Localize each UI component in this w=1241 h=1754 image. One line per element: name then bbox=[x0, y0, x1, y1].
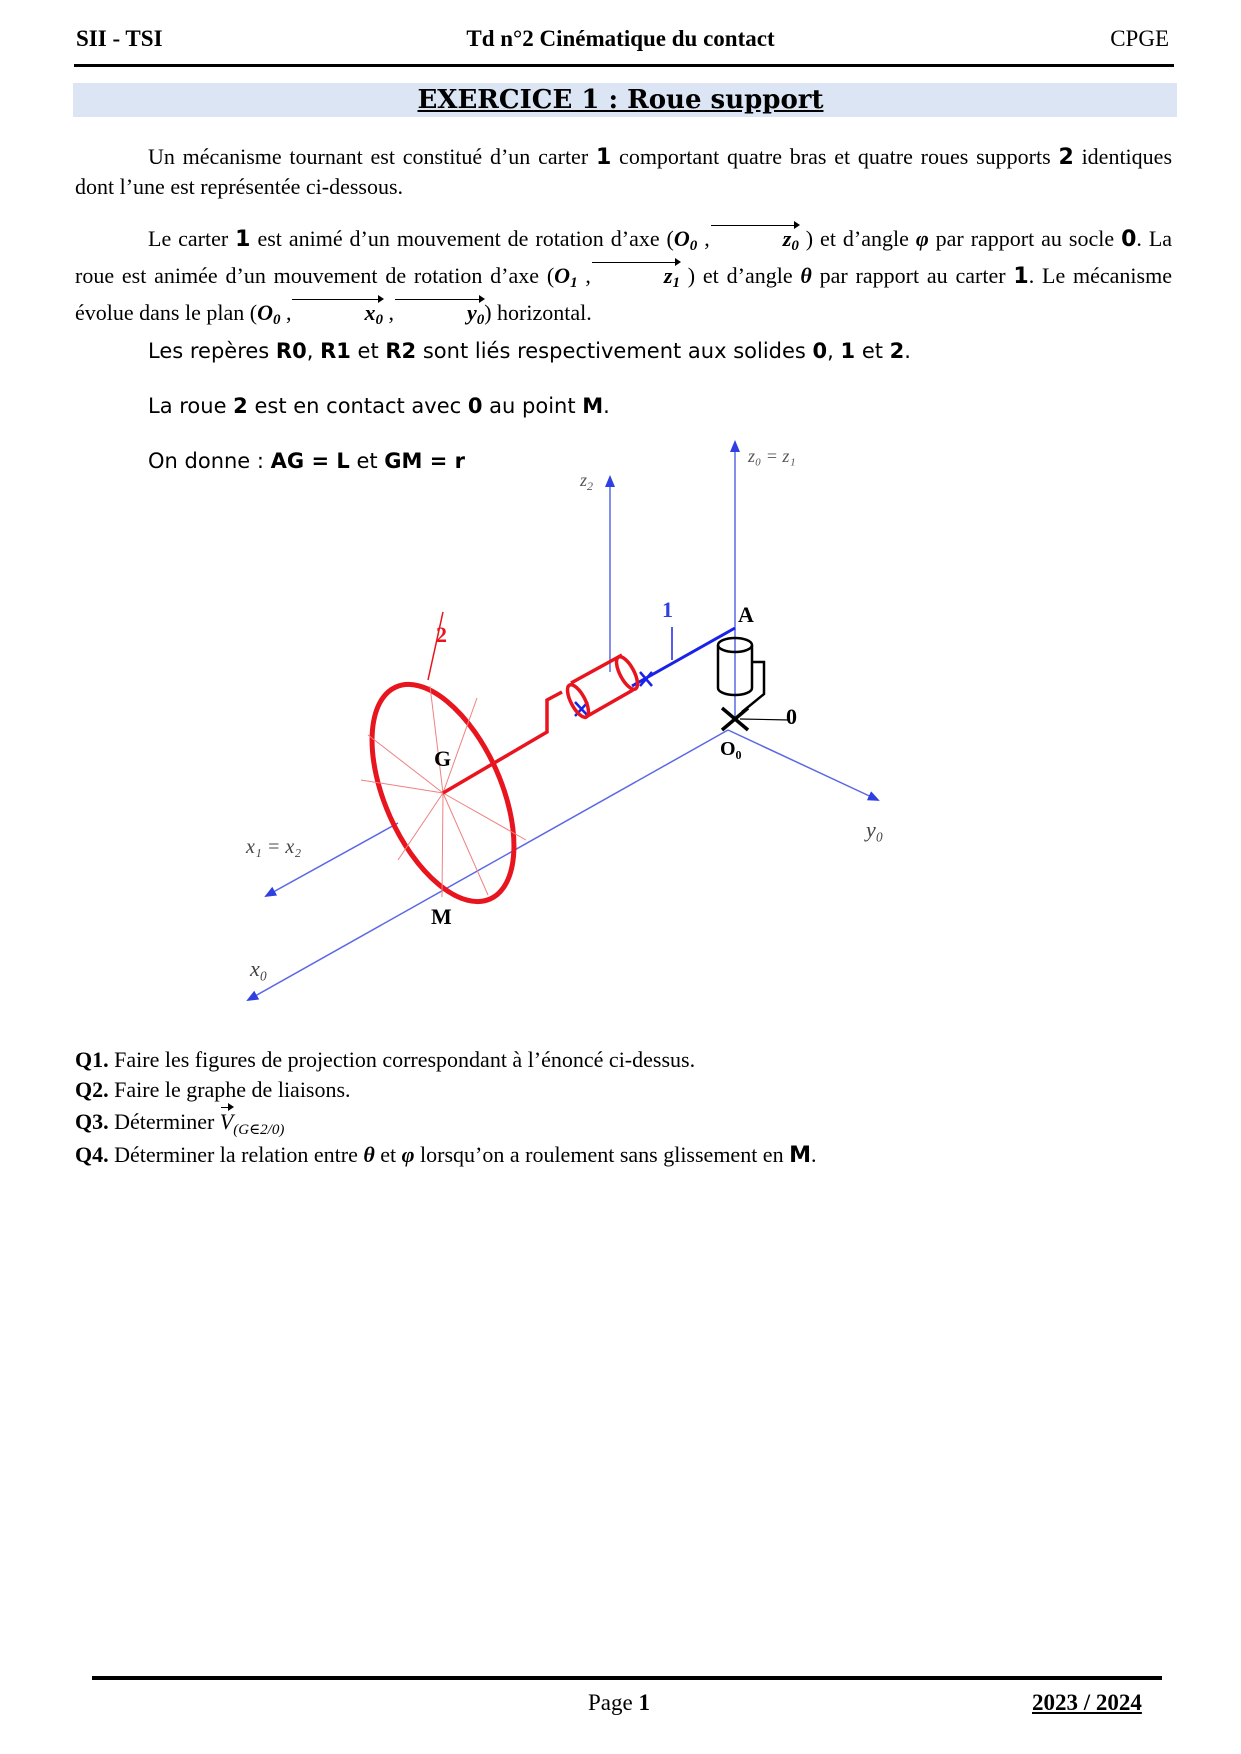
axis-x0 bbox=[248, 730, 728, 1000]
frame-R0: R0 bbox=[275, 339, 307, 363]
point-O0: $O_0$ bbox=[257, 300, 281, 328]
p2-text: ) horizontal. bbox=[484, 300, 592, 325]
paragraph-3: Les repères R0, R1 et R2 sont liés respectivement aux solides 0, 1 et 2. bbox=[148, 339, 911, 363]
p2-solid: 1 bbox=[235, 227, 251, 252]
point-M: M bbox=[582, 394, 604, 418]
frame-R1: R1 bbox=[320, 339, 351, 363]
vector-x0: $x_0$ bbox=[291, 298, 383, 335]
label-G: G bbox=[434, 746, 452, 771]
point-O0: $O_0$ bbox=[673, 226, 698, 254]
p2-solid: 1 bbox=[1013, 264, 1029, 289]
question-1: Q1. Faire les figures de projection correspondant à l’énoncé ci-dessus. bbox=[75, 1047, 696, 1072]
label-0: 0 bbox=[786, 704, 797, 729]
comma: , bbox=[280, 300, 292, 325]
angle-theta: θ bbox=[800, 263, 812, 288]
p2-text: . La roue est animée d’un mouvement de rotation d’axe ( bbox=[75, 226, 1173, 288]
exercise-title: EXERCICE 1 : Roue support bbox=[417, 85, 824, 115]
frame-R2: R2 bbox=[385, 339, 417, 363]
p1-text: Un mécanisme tournant est constitué d’un carter bbox=[148, 144, 596, 169]
axis-x1-x2 bbox=[266, 823, 398, 896]
question-3: Q3. Déterminer $V_{(G\in 2/0)}$ bbox=[75, 1106, 284, 1146]
point-O1: $O_1$ bbox=[554, 263, 578, 291]
header-left: SII - TSI bbox=[76, 26, 163, 51]
label-x1-x2: x₁ = x₂ bbox=[246, 836, 302, 858]
label-z2: $z_2$ bbox=[580, 470, 594, 493]
p2-text: par rapport au socle bbox=[928, 226, 1122, 251]
label-y0: y₀ bbox=[866, 817, 884, 842]
p2-text: ) et d’angle bbox=[679, 263, 801, 288]
vector-z1: $z_1$ bbox=[591, 261, 680, 298]
comma: , bbox=[382, 300, 394, 325]
label-1: 1 bbox=[662, 597, 673, 622]
p2-text: par rapport au carter bbox=[811, 263, 1014, 288]
wheel-pivot-bottom bbox=[584, 690, 633, 718]
p2-text: ) et d’angle bbox=[798, 226, 916, 251]
label-A: A bbox=[738, 602, 754, 627]
p1-solid-1: 1 bbox=[595, 145, 612, 170]
p2-solid: 0 bbox=[1121, 227, 1137, 252]
p1-text: comportant quatre bras et quatre roues supports bbox=[611, 144, 1059, 169]
vector-z0: $z_0$ bbox=[710, 224, 799, 261]
academic-year: 2023 / 2024 bbox=[1032, 1690, 1142, 1715]
label-M: M bbox=[431, 904, 452, 929]
label-O0: O₀ bbox=[720, 738, 742, 760]
axis-y0 bbox=[728, 730, 878, 800]
p2-text: . Le mécanisme évolue dans le plan ( bbox=[75, 263, 1172, 325]
paragraph-5: On donne : AG = L et GM = r bbox=[148, 449, 465, 473]
label-2: 2 bbox=[436, 622, 447, 647]
velocity-vector: V bbox=[220, 1106, 233, 1138]
given-AG: AG = L bbox=[270, 449, 350, 473]
given-GM: GM = r bbox=[384, 449, 465, 473]
label-0-leader bbox=[740, 719, 790, 720]
page-number: Page 1 bbox=[588, 1690, 650, 1715]
header-title: Td n°2 Cinématique du contact bbox=[466, 26, 775, 51]
p2-text: Le carter bbox=[148, 226, 236, 251]
question-2: Q2. Faire le graphe de liaisons. bbox=[75, 1077, 351, 1102]
wheel-pivot-end bbox=[612, 654, 641, 692]
p2-text: est animé d’un mouvement de rotation d’axe ( bbox=[250, 226, 674, 251]
paragraph-4: La roue 2 est en contact avec 0 au point M. bbox=[148, 394, 610, 418]
question-4: Q4. Déterminer la relation entre θ et φ lorsqu’on a roulement sans glissement en M. bbox=[75, 1142, 817, 1168]
wheel-pivot-end bbox=[563, 682, 592, 720]
vector-y0: $y_0$ bbox=[394, 298, 484, 335]
p1-text: identiques dont l’une est représentée ci-dessous. bbox=[75, 144, 1172, 199]
wheel-pivot-top bbox=[571, 655, 622, 683]
footer-rule bbox=[92, 1676, 1162, 1680]
comma: , bbox=[697, 226, 710, 251]
header-right: CPGE bbox=[1110, 26, 1169, 51]
label-x0: x₀ bbox=[250, 956, 268, 981]
comma: , bbox=[577, 263, 591, 288]
p1-solid-2: 2 bbox=[1058, 145, 1074, 170]
angle-phi: φ bbox=[915, 226, 929, 251]
label-z0-z1: z₀ = z₁ bbox=[748, 446, 796, 466]
